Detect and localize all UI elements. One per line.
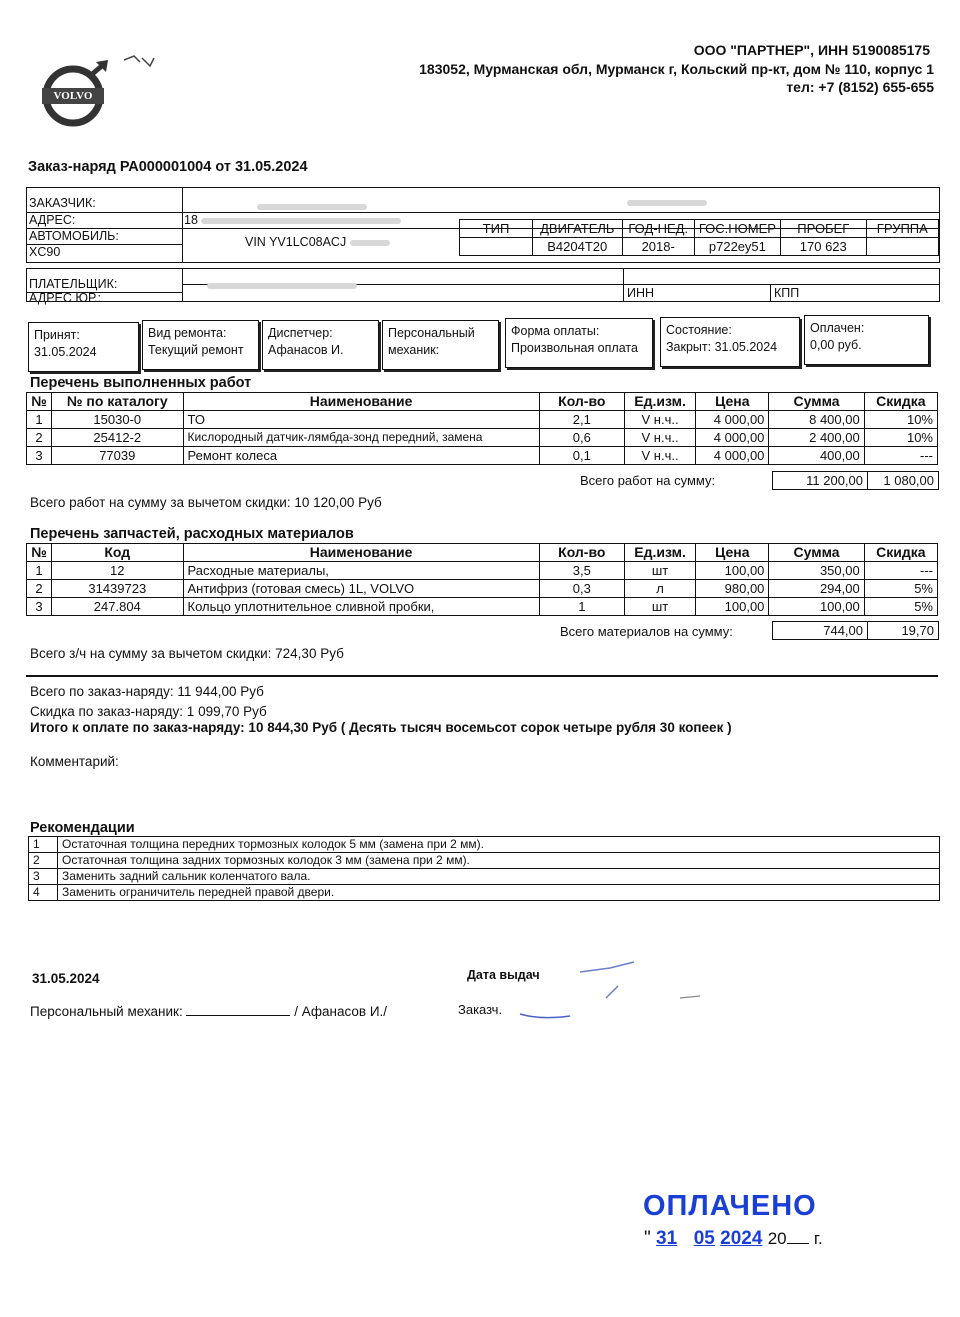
table-row: 1 15030-0 ТО 2,1 V н.ч.. 4 000,00 8 400,00 10% [27, 411, 938, 429]
car-header-type: ТИП [460, 220, 533, 238]
recommendations-table [28, 836, 940, 901]
parts-col-code: Код [52, 544, 183, 562]
info-paid: Оплачен: 0,00 руб. [804, 315, 929, 365]
info-dispatcher: Диспетчер: Афанасов И. [262, 320, 379, 370]
table-row: 2 25412-2 Кислородный датчик-лямбда-зонд передний, замена 0,6 V н.ч.. 4 000,00 2 400,00 10% [27, 429, 938, 447]
order-discount: Скидка по заказ-наряду: 1 099,70 Руб [30, 704, 267, 719]
works-total-discount: 1 080,00 [868, 472, 939, 490]
car-year: 2018- [622, 238, 694, 256]
works-title: Перечень выполненных работ [30, 375, 252, 391]
list-item: 1 Остаточная толщина передних тормозных колодок 5 мм (замена при 2 мм). [29, 837, 940, 853]
info-accepted: Принят: 31.05.2024 [28, 322, 139, 372]
info-mechanic: Персональный механик: [382, 320, 499, 370]
parts-col-qty: Кол-во [539, 544, 624, 562]
car-label: АВТОМОБИЛЬ: [29, 229, 119, 243]
paid-stamp-date: " 31 05 2024 20 г. [644, 1228, 823, 1249]
info-payment-form: Форма оплаты: Произвольная оплата [505, 318, 653, 368]
works-total-sum: 11 200,00 [773, 472, 868, 490]
works-col-price: Цена [696, 393, 769, 411]
company-phone: тел: +7 (8152) 655-655 [786, 79, 934, 95]
scribble-mark [120, 52, 160, 79]
car-header-group: ГРУППА [866, 220, 938, 238]
table-row: 3 77039 Ремонт колеса 0,1 V н.ч.. 4 000,00 400,00 --- [27, 447, 938, 465]
customer-name-blur-2 [257, 198, 367, 213]
car-group [866, 238, 938, 256]
works-col-unit: Ед.изм. [624, 393, 695, 411]
customer-signature-label: Заказч. [458, 1002, 503, 1017]
divider [26, 675, 938, 677]
table-row: 3 247.804 Кольцо уплотнительное сливной пробки, 1 шт 100,00 100,00 5% [27, 598, 938, 616]
table-row: 1 12 Расходные материалы, 3,5 шт 100,00 350,00 --- [27, 562, 938, 580]
comment-label: Комментарий: [30, 754, 119, 769]
address-label: АДРЕС: [29, 213, 76, 227]
kpp-label: КПП [774, 286, 800, 300]
car-engine: B4204T20 [532, 238, 622, 256]
vin-number: VIN YV1LC08ACJ [245, 235, 390, 249]
parts-col-unit: Ед.изм. [624, 544, 695, 562]
car-header-engine: ДВИГАТЕЛЬ [532, 220, 622, 238]
stamp-year-written: 2024 [720, 1228, 763, 1249]
order-title: Заказ-наряд РА000001004 от 31.05.2024 [28, 159, 308, 175]
car-mileage: 170 623 [780, 238, 866, 256]
list-item: 3 Заменить задний сальник коленчатого вала. [29, 869, 940, 885]
logo-text: VOLVO [53, 90, 93, 102]
legal-address-label: АДРЕС ЮР.: [29, 291, 101, 305]
recommendations-title: Рекомендации [30, 820, 135, 836]
signature-scribble [510, 958, 730, 1031]
info-repair-type: Вид ремонта: Текущий ремонт [142, 320, 259, 370]
parts-total-label: Всего материалов на сумму: [560, 624, 733, 639]
parts-total [772, 621, 939, 640]
works-col-discount: Скидка [864, 393, 937, 411]
inn-label: ИНН [627, 286, 655, 300]
list-item: 2 Остаточная толщина задних тормозных колодок 3 мм (замена при 2 мм). [29, 853, 940, 869]
works-total [772, 471, 939, 490]
car-details-table [459, 219, 939, 256]
parts-col-discount: Скидка [864, 544, 937, 562]
table-row: 2 31439723 Антифриз (готовая смесь) 1L, VOLVO 0,3 л 980,00 294,00 5% [27, 580, 938, 598]
payer-name-blur [207, 277, 357, 292]
works-col-catalog: № по каталогу [52, 393, 183, 411]
stamp-month: 05 [693, 1228, 715, 1249]
company-name: ООО "ПАРТНЕР", ИНН 5190085175 [693, 42, 930, 58]
works-col-qty: Кол-во [539, 393, 624, 411]
parts-col-sum: Сумма [769, 544, 864, 562]
payer-label: ПЛАТЕЛЬЩИК: [29, 277, 118, 291]
customer-name-blur [627, 194, 707, 209]
info-status: Состояние: Закрыт: 31.05.2024 [660, 317, 800, 367]
mechanic-signature: Персональный механик: / Афанасов И./ [30, 1004, 388, 1019]
customer-label: ЗАКАЗЧИК: [29, 196, 96, 210]
list-item: 4 Заменить ограничитель передней правой двери. [29, 885, 940, 901]
car-header-plate: ГОС.НОМЕР [694, 220, 780, 238]
car-header-year: ГОД-НЕД. [622, 220, 694, 238]
paid-stamp: ОПЛАЧЕНО [643, 1190, 817, 1222]
company-address: 183052, Мурманская обл, Мурманск г, Кольский пр-кт, дом № 110, корпус 1 [419, 61, 934, 77]
works-col-num: № [27, 393, 52, 411]
parts-title: Перечень запчастей, расходных материалов [30, 526, 354, 542]
works-table [26, 392, 938, 465]
parts-col-num: № [27, 544, 52, 562]
parts-col-name: Наименование [183, 544, 539, 562]
works-col-name: Наименование [183, 393, 539, 411]
order-total: Всего по заказ-наряду: 11 944,00 Руб [30, 684, 264, 699]
car-type [460, 238, 533, 256]
car-model: XC90 [29, 245, 61, 259]
works-total-label: Всего работ на сумму: [580, 473, 716, 488]
payer-block [26, 268, 940, 305]
parts-net: Всего з/ч на сумму за вычетом скидки: 724,30 Руб [30, 646, 344, 661]
works-net: Всего работ на сумму за вычетом скидки: 10 120,00 Руб [30, 495, 382, 510]
issue-date-label: Дата выдач [467, 968, 540, 982]
footer-date: 31.05.2024 [32, 971, 100, 986]
parts-col-price: Цена [696, 544, 769, 562]
parts-table [26, 543, 938, 616]
car-plate: р722еу51 [694, 238, 780, 256]
parts-total-discount: 19,70 [868, 622, 939, 640]
address-value: 18 [184, 213, 401, 227]
car-header-mileage: ПРОБЕГ [780, 220, 866, 238]
parts-total-sum: 744,00 [773, 622, 868, 640]
stamp-day: 31 [656, 1228, 678, 1249]
order-to-pay: Итого к оплате по заказ-наряду: 10 844,30 Руб ( Десять тысяч восемьсот сорок четыре рубля 30 копеек ) [30, 720, 732, 735]
works-col-sum: Сумма [769, 393, 864, 411]
volvo-logo [40, 60, 110, 130]
